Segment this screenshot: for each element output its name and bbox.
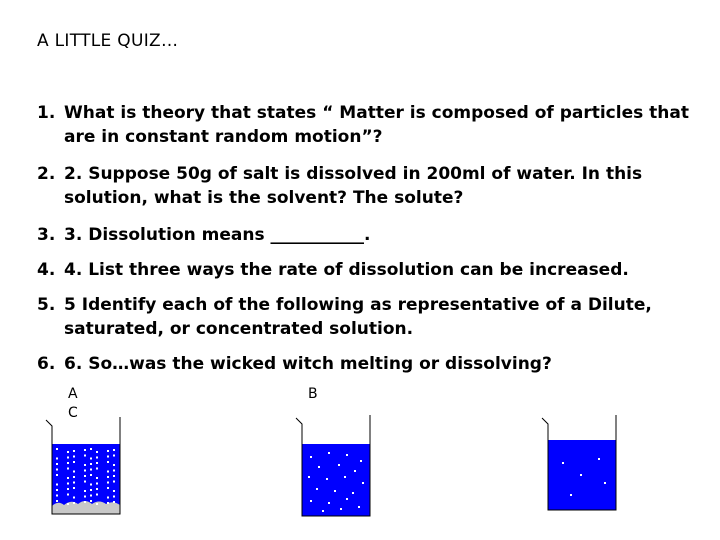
solute-particle: [73, 497, 75, 499]
solute-particle: [96, 503, 98, 505]
question-number: 5.: [37, 295, 56, 315]
solute-particle: [113, 475, 115, 477]
solute-particle: [56, 500, 58, 502]
beaker-saturated: [294, 412, 376, 518]
beaker-label-a: A: [68, 386, 78, 402]
solute-particle: [318, 466, 320, 468]
solute-particle: [340, 508, 342, 510]
solute-particle: [84, 481, 86, 483]
solute-particle: [84, 490, 86, 492]
solute-particle: [107, 497, 109, 499]
solute-particle: [346, 498, 348, 500]
solute-particle: [316, 488, 318, 490]
solute-particle: [56, 463, 58, 465]
solute-particle: [56, 495, 58, 497]
solute-particle: [96, 462, 98, 464]
solute-particle: [73, 450, 75, 452]
solute-particle: [73, 456, 75, 458]
solute-particle: [67, 451, 69, 453]
question-2: [37, 162, 697, 210]
solute-particle: [352, 492, 354, 494]
solute-particle: [84, 470, 86, 472]
solute-particle: [84, 496, 86, 498]
solute-particle: [346, 454, 348, 456]
solute-particle: [73, 502, 75, 504]
solute-particle: [562, 462, 564, 464]
solute-particle: [107, 476, 109, 478]
solute-particle: [90, 474, 92, 476]
solute-particle: [308, 476, 310, 478]
solute-particle: [96, 477, 98, 479]
solute-particle: [360, 460, 362, 462]
solute-particle: [107, 461, 109, 463]
solute-particle: [107, 456, 109, 458]
solute-particle: [328, 452, 330, 454]
solute-particle: [570, 494, 572, 496]
question-4: [37, 258, 697, 282]
solute-particle: [598, 458, 600, 460]
solute-particle: [67, 503, 69, 505]
solute-particle: [310, 456, 312, 458]
question-text: 4. List three ways the rate of dissolution can be increased.: [64, 260, 629, 280]
solute-particle: [84, 449, 86, 451]
beaker-liquid: [302, 444, 370, 516]
solute-particle: [73, 471, 75, 473]
solute-particle: [310, 500, 312, 502]
solute-particle: [113, 501, 115, 503]
solute-particle: [107, 471, 109, 473]
solute-particle: [56, 469, 58, 471]
solute-particle: [56, 448, 58, 450]
solute-particle: [580, 474, 582, 476]
solute-particle: [113, 481, 115, 483]
question-number: 3.: [37, 225, 56, 245]
solute-particle: [56, 489, 58, 491]
solute-particle: [113, 470, 115, 472]
beaker-label-c: C: [68, 405, 78, 421]
solute-particle: [84, 475, 86, 477]
solute-particle: [96, 494, 98, 496]
solute-particle: [96, 457, 98, 459]
solute-particle: [90, 500, 92, 502]
solute-particle: [107, 487, 109, 489]
question-5: [37, 293, 697, 341]
beaker-label-b: B: [308, 386, 318, 402]
question-text: 6. So…was the wicked witch melting or dissolving?: [64, 354, 552, 374]
solute-particle: [334, 490, 336, 492]
question-text: 3. Dissolution means ___________.: [64, 225, 371, 245]
solute-particle: [354, 470, 356, 472]
solute-particle: [107, 450, 109, 452]
question-1: [37, 101, 697, 149]
solute-particle: [67, 477, 69, 479]
solute-particle: [90, 484, 92, 486]
solute-particle: [604, 482, 606, 484]
beaker-dilute: [540, 412, 622, 512]
question-number: 1.: [37, 103, 56, 123]
solute-particle: [73, 482, 75, 484]
question-text: 5 Identify each of the following as representative of a Dilute, saturated, or concentrated solution.: [64, 295, 652, 339]
solute-particle: [90, 463, 92, 465]
solute-particle: [67, 468, 69, 470]
solute-particle: [96, 483, 98, 485]
solute-particle: [56, 484, 58, 486]
solute-particle: [56, 474, 58, 476]
solute-particle: [328, 502, 330, 504]
solute-particle: [113, 455, 115, 457]
solute-particle: [67, 494, 69, 496]
solute-particle: [84, 455, 86, 457]
solute-particle: [322, 510, 324, 512]
solute-particle: [84, 464, 86, 466]
solute-particle: [73, 461, 75, 463]
question-text: 2. Suppose 50g of salt is dissolved in 200ml of water. In this solution, what is the solvent? The solute?: [64, 164, 643, 208]
page-title: A LITTLE QUIZ…: [37, 31, 179, 51]
question-6: [37, 352, 697, 376]
solute-particle: [362, 482, 364, 484]
solute-particle: [107, 482, 109, 484]
solute-particle: [96, 488, 98, 490]
solute-particle: [107, 502, 109, 504]
solute-particle: [90, 469, 92, 471]
solute-particle: [113, 496, 115, 498]
solute-particle: [73, 487, 75, 489]
solute-particle: [113, 490, 115, 492]
solute-particle: [90, 489, 92, 491]
solute-particle: [338, 464, 340, 466]
solute-particle: [113, 464, 115, 466]
solute-particle: [67, 462, 69, 464]
question-text: What is theory that states “ Matter is composed of particles that are in constant random motion”?: [64, 103, 689, 147]
solute-particle: [67, 488, 69, 490]
question-number: 6.: [37, 354, 56, 374]
solute-particle: [96, 468, 98, 470]
solute-particle: [344, 476, 346, 478]
solute-particle: [326, 478, 328, 480]
question-number: 2.: [37, 164, 56, 184]
solute-particle: [90, 495, 92, 497]
solute-particle: [73, 476, 75, 478]
solute-particle: [84, 501, 86, 503]
solute-particle: [90, 458, 92, 460]
solute-particle: [56, 458, 58, 460]
question-number: 4.: [37, 260, 56, 280]
solute-particle: [358, 506, 360, 508]
beaker-concentrated: [44, 414, 126, 516]
solute-particle: [67, 457, 69, 459]
solute-particle: [96, 451, 98, 453]
solute-particle: [90, 448, 92, 450]
question-3: [37, 223, 697, 247]
solute-particle: [113, 449, 115, 451]
solute-particle: [67, 483, 69, 485]
